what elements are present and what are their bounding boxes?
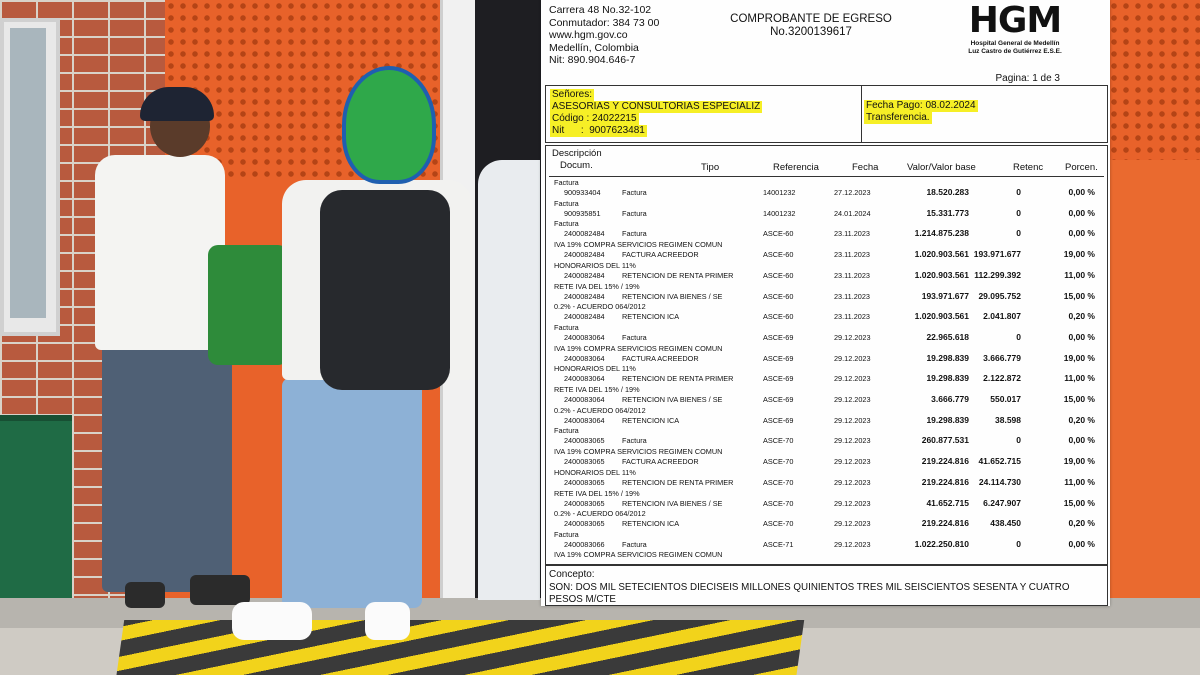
cell-valor: 219.224.816 (921, 518, 969, 529)
rider-jeans (282, 378, 422, 608)
cell-ref: ASCE-70 (763, 436, 794, 446)
cell-ref: 14001232 (763, 188, 796, 197)
cell-doc: 900935851 (564, 208, 601, 218)
cell-tipo: RETENCION DE RENTA PRIMER (622, 374, 734, 384)
table-row (546, 240, 1107, 261)
logo-mark: HGM (968, 0, 1062, 41)
cell-doc: 2400083065 (564, 436, 605, 446)
page-number: Pagina: 1 de 3 (995, 73, 1060, 84)
cell-tipo: RETENCION IVA BIENES / SE (622, 291, 723, 301)
rider-sneaker (365, 602, 410, 640)
cell-retenc: 112.299.392 (974, 269, 1021, 280)
window-glass (10, 28, 46, 318)
row-label: 0.2% - ACUERDO 064/2012 (554, 405, 646, 415)
cell-retenc: 2.041.807 (983, 311, 1021, 322)
document-title: COMPROBANTE DE EGRESO (730, 13, 892, 25)
cell-retenc: 0 (1016, 228, 1021, 239)
cell-retenc: 0 (1016, 331, 1021, 342)
table-row (546, 219, 1107, 240)
cell-tipo: Factura (622, 436, 647, 446)
cell-tipo: Factura (622, 188, 647, 197)
cell-doc: 2400082484 (564, 312, 605, 322)
cell-valor: 1.020.903.561 (914, 249, 969, 260)
table-row (546, 509, 1107, 530)
cell-retenc: 438.450 (990, 518, 1021, 529)
cell-retenc: 3.666.779 (983, 352, 1021, 363)
cell-porcen: 11,00 % (1064, 269, 1095, 280)
row-label: RETE IVA DEL 15% / 19% (554, 488, 640, 498)
cell-ref: ASCE-60 (763, 250, 794, 260)
row-label: RETE IVA DEL 15% / 19% (554, 281, 640, 291)
row-label: 0.2% - ACUERDO 064/2012 (554, 509, 646, 519)
cell-doc: 2400083064 (564, 332, 605, 342)
cell-valor: 219.224.816 (921, 456, 969, 467)
man-shoe (125, 582, 165, 608)
cell-tipo: Factura (622, 539, 647, 549)
cell-retenc: 0 (1016, 187, 1021, 197)
column-header-docum: Docum. (560, 160, 593, 171)
cell-fecha: 29.12.2023 (834, 332, 871, 342)
black-backpack (320, 190, 450, 390)
column-header-tipo: Tipo (701, 162, 720, 173)
cell-porcen: 0,20 % (1068, 414, 1095, 425)
table-row (546, 282, 1107, 303)
cell-retenc: 0 (1016, 207, 1021, 218)
nurse-figure (478, 160, 540, 600)
cell-ref: ASCE-70 (763, 498, 794, 508)
cell-ref: 14001232 (763, 208, 796, 218)
column-header-descripcion: Descripción (552, 148, 602, 159)
man-jeans (102, 342, 232, 592)
document-number: No.3200139617 (770, 26, 852, 38)
cell-valor: 15.331.773 (926, 207, 969, 218)
cell-ref: ASCE-71 (763, 539, 794, 549)
cell-retenc: 41.652.715 (978, 456, 1021, 467)
cell-porcen: 11,00 % (1064, 476, 1095, 487)
row-label: Factura (554, 529, 579, 539)
table-row (546, 344, 1107, 365)
cell-tipo: RETENCION ICA (622, 312, 680, 322)
cell-tipo: RETENCION DE RENTA PRIMER (622, 477, 734, 487)
column-header-fecha: Fecha (852, 162, 879, 173)
cell-ref: ASCE-60 (763, 291, 794, 301)
cell-porcen: 0,00 % (1068, 187, 1095, 197)
window (0, 18, 60, 336)
cell-fecha: 29.12.2023 (834, 539, 871, 549)
table-row (546, 261, 1107, 282)
payment-voucher (541, 0, 1110, 606)
cell-retenc: 6.247.907 (983, 497, 1021, 508)
cell-tipo: FACTURA ACREEDOR (622, 457, 699, 467)
cell-ref: ASCE-70 (763, 457, 794, 467)
cell-tipo: RETENCION DE RENTA PRIMER (622, 270, 734, 280)
cell-doc: 2400083064 (564, 415, 605, 425)
cell-valor: 1.214.875.238 (914, 228, 969, 239)
cell-fecha: 29.12.2023 (834, 415, 871, 425)
cell-fecha: 29.12.2023 (834, 353, 871, 363)
cell-porcen: 0,20 % (1068, 311, 1095, 322)
cell-porcen: 19,00 % (1063, 352, 1095, 363)
table-row (546, 406, 1107, 427)
green-bundle (208, 245, 288, 365)
address-line: Conmutador: 384 73 00 (549, 16, 660, 29)
cell-fecha: 27.12.2023 (834, 188, 871, 197)
logo-subname: Luz Castro de Gutiérrez E.S.E. (968, 47, 1062, 55)
cell-ref: ASCE-69 (763, 395, 794, 404)
cell-retenc: 550.017 (990, 394, 1021, 404)
cell-porcen: 19,00 % (1063, 249, 1095, 260)
table-row (546, 323, 1107, 344)
cell-fecha: 29.12.2023 (834, 457, 871, 467)
table-row (546, 468, 1107, 489)
right-orange-wall-lower (1108, 160, 1200, 630)
cell-ref: ASCE-69 (763, 353, 794, 363)
payment-info (864, 100, 978, 124)
table-row (546, 178, 1107, 199)
row-label: HONORARIOS DEL 11% (554, 467, 636, 477)
cell-tipo: RETENCION IVA BIENES / SE (622, 498, 723, 508)
cell-doc: 900933404 (564, 188, 601, 197)
table-row (546, 489, 1107, 510)
cell-tipo: FACTURA ACREEDOR (622, 353, 699, 363)
cell-doc: 2400082484 (564, 229, 605, 239)
cell-fecha: 29.12.2023 (834, 436, 871, 446)
row-label: Factura (554, 219, 579, 229)
cell-doc: 2400082484 (564, 250, 605, 260)
cell-valor: 18.520.283 (926, 187, 969, 197)
row-label: Factura (554, 178, 579, 187)
cell-tipo: Factura (622, 229, 647, 239)
row-label: Factura (554, 198, 579, 208)
cell-porcen: 0,00 % (1068, 228, 1095, 239)
row-label: HONORARIOS DEL 11% (554, 364, 636, 374)
cell-doc: 2400083064 (564, 395, 605, 404)
cell-porcen: 19,00 % (1063, 456, 1095, 467)
cell-ref: ASCE-70 (763, 519, 794, 529)
recipient-name: ASESORIAS Y CONSULTORIAS ESPECIALIZ (552, 101, 761, 112)
hgm-logo (955, 2, 1075, 62)
cell-retenc: 193.971.677 (973, 249, 1021, 260)
cell-fecha: 23.11.2023 (834, 312, 870, 322)
cell-fecha: 29.12.2023 (834, 498, 871, 508)
cell-porcen: 0,00 % (1068, 207, 1095, 218)
man-shirt (95, 155, 225, 350)
cell-porcen: 0,00 % (1068, 435, 1095, 446)
cell-fecha: 29.12.2023 (834, 519, 871, 529)
cell-doc: 2400082484 (564, 291, 605, 301)
row-label: IVA 19% COMPRA SERVICIOS REGIMEN COMUN (554, 240, 723, 250)
recipient-code: Código : 24022215 (552, 113, 637, 124)
column-header-valor: Valor/Valor base (907, 162, 976, 173)
cell-tipo: RETENCION IVA BIENES / SE (622, 395, 723, 404)
column-header-porcen: Porcen. (1065, 162, 1098, 173)
cell-doc: 2400082484 (564, 270, 605, 280)
cell-retenc: 2.122.872 (983, 373, 1021, 384)
divider (861, 86, 862, 142)
cell-ref: ASCE-60 (763, 312, 794, 322)
cell-doc: 2400083065 (564, 519, 605, 529)
cell-retenc: 38.598 (995, 414, 1021, 425)
row-label: RETE IVA DEL 15% / 19% (554, 385, 640, 394)
voucher-title (711, 13, 911, 39)
cell-valor: 41.652.715 (926, 497, 969, 508)
row-label: IVA 19% COMPRA SERVICIOS REGIMEN COMUN (554, 343, 723, 353)
recipient-info (550, 89, 762, 137)
cell-porcen: 15,00 % (1063, 497, 1095, 508)
cell-doc: 2400083064 (564, 353, 605, 363)
cell-doc: 2400083065 (564, 457, 605, 467)
cell-valor: 19.298.839 (926, 414, 969, 425)
rider-sneaker (232, 602, 312, 640)
row-label: 0.2% - ACUERDO 064/2012 (554, 302, 646, 312)
table-row (546, 426, 1107, 447)
cell-ref: ASCE-69 (763, 374, 794, 384)
cell-valor: 3.666.779 (931, 394, 969, 404)
cell-valor: 19.298.839 (926, 373, 969, 384)
table-row (546, 530, 1107, 551)
cell-fecha: 29.12.2023 (834, 477, 871, 487)
cell-fecha: 23.11.2023 (834, 270, 870, 280)
cell-tipo: Factura (622, 332, 647, 342)
address-line: Carrera 48 No.32-102 (549, 4, 652, 16)
table-row (546, 385, 1107, 406)
cell-retenc: 24.114.730 (978, 476, 1021, 487)
column-header-retenc: Retenc (1013, 162, 1044, 173)
cell-ref: ASCE-69 (763, 332, 794, 342)
cell-tipo: RETENCION ICA (622, 519, 680, 529)
table-row (546, 199, 1107, 220)
logo-name: Hospital General de Medellín (970, 40, 1060, 47)
cell-fecha: 29.12.2023 (834, 395, 871, 404)
cell-porcen: 0,20 % (1068, 518, 1095, 529)
cell-retenc: 29.095.752 (978, 290, 1021, 301)
cell-fecha: 23.11.2023 (834, 291, 870, 301)
table-row (546, 302, 1107, 323)
table-rule (549, 176, 1104, 177)
hospital-address (549, 4, 659, 67)
payment-method: Transferencia. (866, 112, 930, 123)
cell-valor: 193.971.677 (921, 290, 969, 301)
cell-fecha: 23.11.2023 (834, 229, 870, 239)
recipient-label: Señores: (552, 89, 593, 100)
cell-valor: 1.022.250.810 (914, 538, 969, 549)
cell-ref: ASCE-69 (763, 415, 794, 425)
cell-ref: ASCE-60 (763, 270, 794, 280)
recipient-nit: Nit : 9007623481 (552, 125, 645, 136)
table-row (546, 364, 1107, 385)
address-line: Medellín, Colombia (549, 41, 639, 54)
cell-porcen: 11,00 % (1064, 373, 1095, 384)
row-label: Factura (554, 426, 579, 436)
cell-tipo: Factura (622, 208, 647, 218)
cell-ref: ASCE-60 (763, 229, 794, 239)
cell-valor: 22.965.618 (926, 331, 969, 342)
cell-doc: 2400083064 (564, 374, 605, 384)
address-line: www.hgm.gov.co (549, 29, 628, 41)
concepto-label: Concepto: (549, 569, 595, 580)
cell-doc: 2400083065 (564, 498, 605, 508)
cell-fecha: 29.12.2023 (834, 374, 871, 384)
cell-porcen: 15,00 % (1063, 290, 1095, 301)
green-helmet (342, 66, 436, 184)
concepto-text: SON: DOS MIL SETECIENTOS DIECISEIS MILLONES QUINIENTOS TRES MIL SEISCIENTOS SESENTA Y CUATRO PESOS M/CTE (549, 582, 1070, 605)
cell-fecha: 23.11.2023 (834, 250, 870, 260)
cell-valor: 1.020.903.561 (914, 269, 969, 280)
cell-porcen: 0,00 % (1068, 538, 1095, 549)
cell-porcen: 15,00 % (1063, 394, 1095, 404)
table-row (546, 447, 1107, 468)
cell-valor: 19.298.839 (926, 352, 969, 363)
cell-valor: 1.020.903.561 (914, 311, 969, 322)
man-shoe (190, 575, 250, 605)
cell-valor: 260.877.531 (921, 435, 969, 446)
row-label: IVA 19% COMPRA SERVICIOS REGIMEN COMUN (554, 550, 723, 559)
row-label: IVA 19% COMPRA SERVICIOS REGIMEN COMUN (554, 447, 723, 457)
cell-retenc: 0 (1016, 435, 1021, 446)
cell-tipo: RETENCION ICA (622, 415, 680, 425)
cell-doc: 2400083065 (564, 477, 605, 487)
address-line: Nit: 890.904.646-7 (549, 54, 636, 66)
cell-tipo: FACTURA ACREEDOR (622, 250, 699, 260)
cell-ref: ASCE-70 (763, 477, 794, 487)
cell-fecha: 24.01.2024 (834, 208, 871, 218)
yellow-black-stripes (116, 620, 804, 675)
recipient-box (545, 85, 1108, 143)
row-label: Factura (554, 322, 579, 332)
cell-valor: 219.224.816 (921, 476, 969, 487)
line-items-table (545, 145, 1108, 565)
cell-doc: 2400083066 (564, 539, 605, 549)
cell-retenc: 0 (1016, 538, 1021, 549)
cell-porcen: 0,00 % (1068, 331, 1095, 342)
green-trash-bin (0, 415, 72, 606)
row-label: HONORARIOS DEL 11% (554, 260, 636, 270)
payment-date: Fecha Pago: 08.02.2024 (866, 100, 976, 111)
concepto-box (545, 565, 1108, 606)
column-header-referencia: Referencia (773, 162, 819, 173)
